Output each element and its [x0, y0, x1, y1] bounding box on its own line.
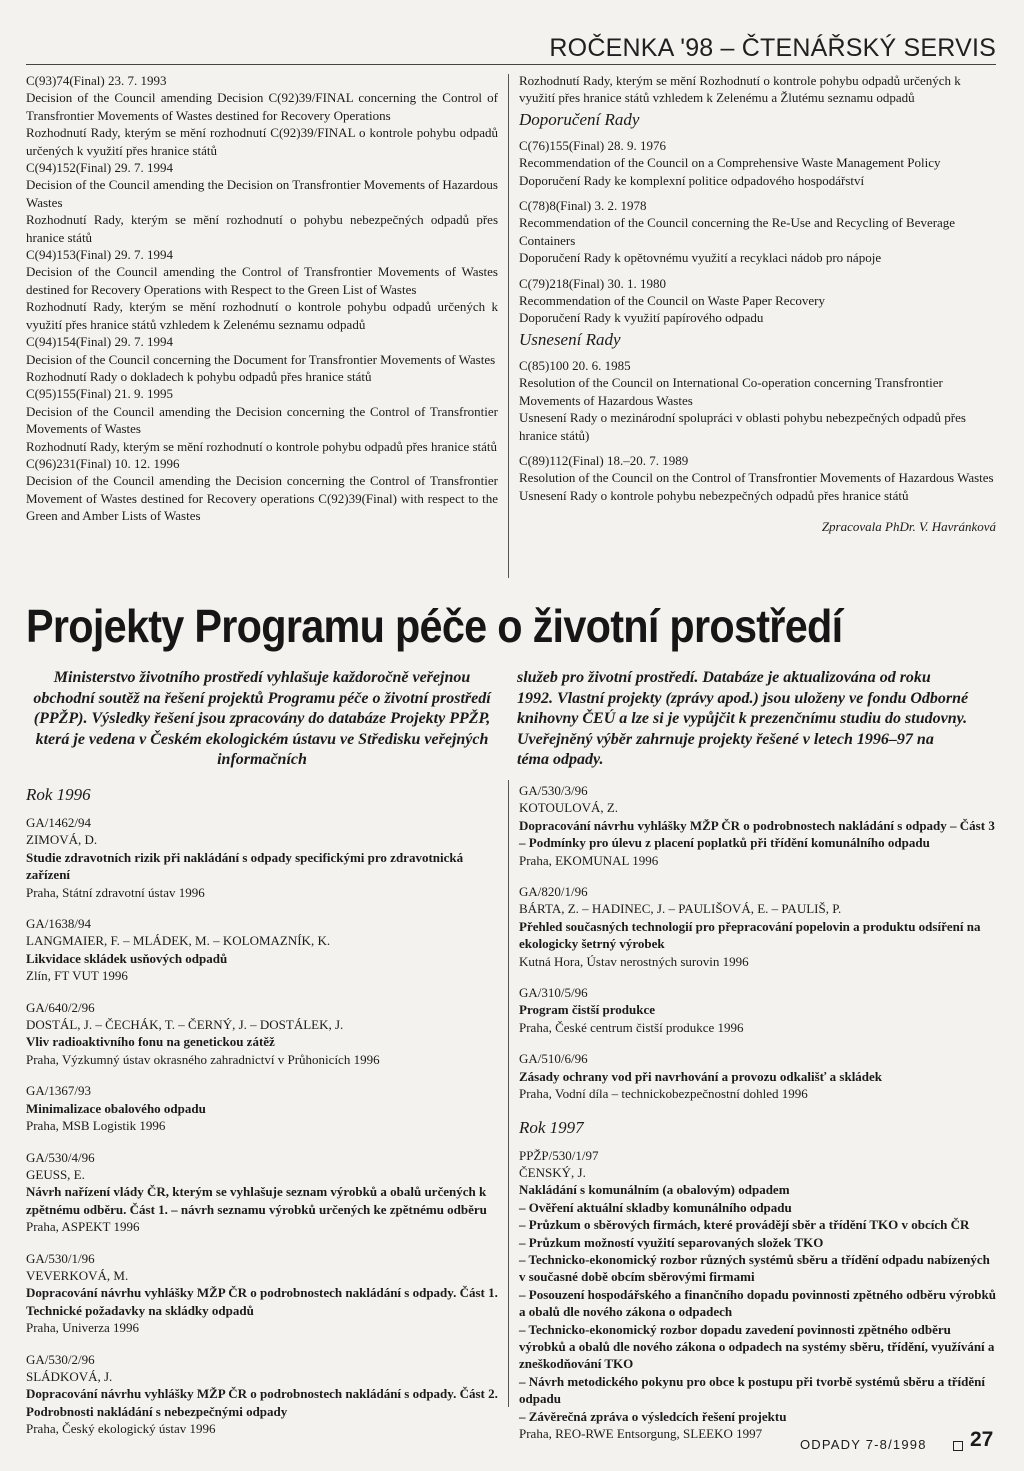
rec-cz: Doporučení Rady k využití papírového odpadu [519, 310, 764, 326]
square-bullet-icon [953, 1441, 963, 1451]
decisions-column [26, 72, 498, 525]
project-task-item: – Technicko-ekonomický rozbor různých systémů sběru a třídění odpadu nabízených v současné době obcím sběrovými firmami [519, 1251, 990, 1285]
project-task-item: – Návrh metodického pokynu pro obce k postupu při tvorbě systémů sběru a třídění odpadu [519, 1373, 986, 1407]
project-title: Minimalizace obalového odpadu [26, 1100, 206, 1116]
project-entry [26, 814, 498, 901]
project-title: Likvidace skládek usňových odpadů [26, 950, 228, 966]
projects-1996-right [519, 782, 996, 1442]
article-title: Projekty Programu péče o životní prostředí [26, 600, 843, 652]
project-task-item: – Technicko-ekonomický rozbor dopadu zavedení povinnosti zpětného odběru výrobků a obalů dle nového zákona o odpadech na systémy sběru, třídění, využívání a zneškodňování TKO [519, 1321, 995, 1372]
project-task-item: – Průzkum možností využití separovaných složek TKO [519, 1234, 824, 1250]
project-code: GA/530/4/96 [26, 1149, 95, 1165]
project-publisher: Praha, České centrum čistší produkce 1996 [519, 1019, 744, 1035]
rec-code: C(78)8(Final) 3. 2. 1978 [519, 198, 647, 214]
rec-en: Recommendation of the Council concerning the Re-Use and Recycling of Beverage Containers [519, 215, 956, 248]
project-title: Dopracování návrhu vyhlášky MŽP ČR o podrobnostech nakládání s odpady. Část 1. Technické požadavky na skládky odpadů [26, 1285, 498, 1318]
res-cz: Usnesení Rady o kontrole pohybu nebezpečných odpadů přes hranice států [519, 487, 909, 503]
project-author: ČENSKÝ, J. [519, 1164, 586, 1180]
project-task-item: – Průzkum o sběrových firmách, které provádějí sběr a třídění TKO v obcích ČR [519, 1217, 970, 1233]
running-header: ROČENKA '98 – ČTENÁŘSKÝ SERVIS [549, 34, 996, 62]
decision-en: Decision of the Council amending the Control of Transfrontier Movements of Wastes destined for Recovery Operations with Respect to the Green List of Wastes [26, 264, 498, 297]
project-code: GA/530/2/96 [26, 1351, 95, 1367]
project-task-item: – Posouzení hospodářského a finančního dopadu povinnosti zpětného odběru výrobků a obalů dle nového zákona o odpadech [519, 1286, 996, 1320]
project-title: Studie zdravotních rizik při nakládání s odpady specifickými pro zdravotnická zařízení [26, 849, 464, 883]
decision-code: C(95)155(Final) 21. 9. 1995 [26, 386, 173, 402]
decision-code: C(96)231(Final) 10. 12. 1996 [26, 455, 180, 471]
project-publisher: Praha, EKOMUNAL 1996 [519, 852, 659, 868]
decision-en: Decision of the Council amending the Decision concerning the Control of Transfrontier Movements of Wastes [26, 403, 498, 437]
section-heading-resolutions: Usnesení Rady [519, 329, 621, 349]
article-intro-left: Ministerstvo životního prostředí vyhlašuje každoročně veřejnou obchodní soutěž na řešení projektů Programu péče o životní prostředí (PPŽP). Výsledky řešení jsou zpracovány do databáze Projekty PPŽP, která je vedena v Českém ekologickém ústavu ve Středisku veřejných informačních [33, 669, 491, 769]
project-entry [26, 1149, 498, 1236]
section-heading-recommendations: Doporučení Rady [519, 109, 640, 129]
project-publisher: Praha, Vodní díla – technickobezpečnostní dohled 1996 [519, 1086, 808, 1102]
project-code: GA/310/5/96 [519, 985, 588, 1001]
res-en: Resolution of the Council on the Control of Transfrontier Movements of Hazardous Wastes [519, 470, 994, 486]
project-entry [26, 1250, 498, 1337]
rec-en: Recommendation of the Council on a Comprehensive Waste Management Policy [519, 155, 941, 171]
project-entry [26, 999, 498, 1069]
project-code: GA/1367/93 [26, 1083, 91, 1099]
recommendations-column [519, 72, 996, 536]
project-code: GA/510/6/96 [519, 1051, 588, 1067]
journal-issue: ODPADY 7-8/1998 [800, 1437, 927, 1452]
project-code: GA/820/1/96 [519, 884, 588, 900]
year-heading-1997: Rok 1997 [519, 1117, 584, 1137]
column-divider-bottom [508, 780, 509, 1407]
project-title: Dopracování návrhu vyhlášky MŽP ČR o podrobnostech nakládání s odpady. Část 2. Podrobnosti nakládání s nebezpečnými odpady [26, 1386, 498, 1419]
project-author: ZIMOVÁ, D. [26, 832, 98, 848]
project-publisher: Praha, MSB Logistik 1996 [26, 1118, 166, 1134]
project-code: GA/640/2/96 [26, 999, 95, 1015]
decision-code: C(94)154(Final) 29. 7. 1994 [26, 334, 173, 350]
year-heading-1996: Rok 1996 [26, 785, 91, 804]
decision-en: Decision of the Council amending the Decision on Transfrontier Movements of Hazardous Wastes [26, 177, 498, 210]
project-author: DOSTÁL, J. – ČECHÁK, T. – ČERNÝ, J. – DOSTÁLEK, J. [26, 1017, 344, 1033]
decision-cz: Rozhodnutí Rady, kterým se mění Rozhodnutí o kontrole pohybu odpadů určených k využití přes hranice států vzhledem k Zelenému a Žlutému seznamu odpadů [519, 73, 961, 106]
projects-1996-left [26, 782, 498, 1452]
project-entry [26, 1082, 498, 1134]
rec-code: C(76)155(Final) 28. 9. 1976 [519, 137, 666, 153]
decision-en: Decision of the Council amending Decision C(92)39/FINAL concerning the Control of Transfrontier Movements of Wastes destined for Recovery Operations [26, 90, 498, 123]
project-title: Přehled současných technologií pro přepracování popelovin a produktu odsíření na ekologicky šetrný výrobek [519, 918, 981, 952]
decision-code: C(94)153(Final) 29. 7. 1994 [26, 247, 173, 263]
project-code: GA/530/1/96 [26, 1250, 95, 1266]
decision-cz: Rozhodnutí Rady, kterým se mění rozhodnutí o kontrole pohybu odpadů přes hranice států [26, 438, 498, 454]
decision-cz: Rozhodnutí Rady, kterým se mění rozhodnutí o kontrole pohybu odpadů určených k využití přes hranice států vzhledem k Zelenému seznamu odpadů [26, 299, 498, 332]
column-divider-top [508, 74, 509, 578]
compiler-signature: Zpracovala PhDr. V. Havránková [821, 519, 996, 535]
article-intro-right: služeb pro životní prostředí. Databáze je aktualizována od roku 1992. Vlastní projekty (zprávy apod.) jsou uloženy ve fondu Odborné knihovny ČEÚ a lze si je vypůjčit k prezenčnímu studiu do studovny. Uveřejněný výběr zahrnuje projekty řešené v letech 1996–97 na téma odpady. [517, 669, 969, 769]
project-entry [26, 915, 498, 985]
res-code: C(89)112(Final) 18.–20. 7. 1989 [519, 452, 689, 468]
rec-en: Recommendation of the Council on Waste Paper Recovery [519, 293, 825, 309]
decision-code: C(93)74(Final) 23. 7. 1993 [26, 73, 167, 88]
rec-cz: Doporučení Rady ke komplexní politice odpadového hospodářství [519, 172, 865, 188]
page-number: 27 [970, 1428, 994, 1451]
project-author: KOTOULOVÁ, Z. [519, 800, 619, 816]
project-entry [519, 883, 996, 970]
header-rule [26, 64, 996, 65]
project-title: Návrh nařízení vlády ČR, kterým se vyhlašuje seznam výrobků a obalů určených k zpětnému odběru. Část 1. – návrh seznamu výrobků určených ke zpětnému odběru [26, 1184, 487, 1217]
project-title: Dopracování návrhu vyhlášky MŽP ČR o podrobnostech nakládání s odpady – Část 3 – Podmínky pro úlevu z placení poplatků při třídění komunálního odpadu [519, 817, 995, 851]
project-entry [519, 1050, 996, 1102]
decision-cz: Rozhodnutí Rady o dokladech k pohybu odpadů přes hranice států [26, 368, 372, 384]
rec-code: C(79)218(Final) 30. 1. 1980 [519, 275, 666, 291]
project-task-item: – Závěrečná zpráva o výsledcích řešení projektu [519, 1408, 787, 1424]
project-code: GA/530/3/96 [519, 783, 588, 798]
project-title: Vliv radioaktivního fonu na genetickou zátěž [26, 1034, 275, 1050]
project-author: LANGMAIER, F. – MLÁDEK, M. – KOLOMAZNÍK, K. [26, 933, 331, 949]
project-entry [519, 782, 996, 869]
project-publisher: Zlín, FT VUT 1996 [26, 968, 128, 984]
decision-code: C(94)152(Final) 29. 7. 1994 [26, 160, 173, 176]
project-entry [26, 1351, 498, 1438]
project-publisher: Praha, REO-RWE Entsorgung, SLEEKO 1997 [519, 1426, 763, 1441]
res-cz: Usnesení Rady o mezinárodní spolupráci v oblasti pohybu nebezpečných odpadů přes hranice států) [519, 410, 966, 443]
project-publisher: Kutná Hora, Ústav nerostných surovin 1996 [519, 953, 749, 969]
page-footer [770, 1428, 995, 1455]
project-publisher: Praha, ASPEKT 1996 [26, 1219, 140, 1235]
project-publisher: Praha, Český ekologický ústav 1996 [26, 1421, 216, 1437]
project-author: SLÁDKOVÁ, J. [26, 1368, 113, 1384]
res-code: C(85)100 20. 6. 1985 [519, 357, 631, 373]
project-entry [519, 984, 996, 1036]
project-author: VEVERKOVÁ, M. [26, 1267, 129, 1283]
decision-cz: Rozhodnutí Rady, kterým se mění rozhodnutí C(92)39/FINAL o kontrole pohybu odpadů určených k využití přes hranice států [26, 125, 498, 158]
decision-en: Decision of the Council concerning the Document for Transfrontier Movements of Wastes [26, 351, 496, 367]
decision-en: Decision of the Council amending the Decision concerning the Control of Transfrontier Movement of Wastes destined for Recovery operations C(92)39(Final) with respect to the Green and Amber Lists of Wastes [26, 473, 498, 524]
project-title: Zásady ochrany vod při navrhování a provozu odkališť a skládek [519, 1068, 883, 1084]
res-en: Resolution of the Council on International Co-operation concerning Transfrontier Movements of Hazardous Wastes [519, 375, 943, 408]
project-title: Nakládání s komunálním (a obalovým) odpadem [519, 1182, 790, 1198]
project-code: GA/1638/94 [26, 916, 91, 932]
project-author: GEUSS, E. [26, 1166, 85, 1182]
project-publisher: Praha, Univerza 1996 [26, 1320, 139, 1336]
project-author: BÁRTA, Z. – HADINEC, J. – PAULIŠOVÁ, E. – PAULIŠ, P. [519, 901, 842, 917]
rec-cz: Doporučení Rady k opětovnému využití a recyklaci nádob pro nápoje [519, 250, 882, 266]
project-publisher: Praha, Výzkumný ústav okrasného zahradnictví v Průhonicích 1996 [26, 1051, 380, 1067]
project-publisher: Praha, Státní zdravotní ústav 1996 [26, 884, 205, 900]
project-task-item: – Ověření aktuální skladby komunálního odpadu [519, 1199, 792, 1215]
project-title: Program čistší produkce [519, 1002, 656, 1018]
project-code: PPŽP/530/1/97 [519, 1147, 599, 1163]
decision-cz: Rozhodnutí Rady, kterým se mění rozhodnutí o pohybu nebezpečných odpadů přes hranice států [26, 212, 498, 245]
project-code: GA/1462/94 [26, 815, 91, 830]
